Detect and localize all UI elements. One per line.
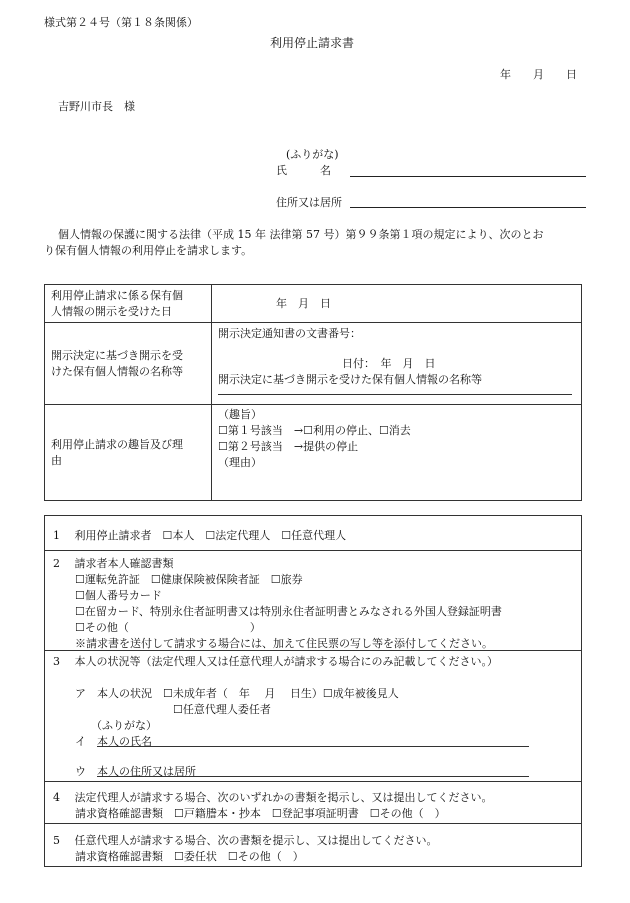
principal-name-field[interactable] [97,746,529,747]
mail-note: ※請求書を送付して請求する場合には、加えて住民票の写し等を添付してください。 [75,637,493,650]
principal-status-line[interactable]: ア 本人の状況 ☐未成年者（ 年 月 日生）☐成年被後見人 [75,687,399,700]
section-requester-type [44,515,582,551]
principal-name-label: イ 本人の氏名 [75,735,152,748]
principal-address-field[interactable] [97,776,529,777]
address-field[interactable] [350,207,586,208]
request-details-table [44,284,582,501]
legal-rep-docs[interactable]: 請求資格確認書類 ☐戸籍謄本・抄本 ☐登記事項証明書 ☐その他（ ） [75,807,446,820]
reason-heading: （理由） [218,456,262,469]
table-row [45,285,582,323]
disclosure-date-field[interactable] [212,285,582,323]
address-label: 住所又は居所 [276,196,342,209]
requester-type-line[interactable]: 1 利用停止請求者 ☐本人 ☐法定代理人 ☐任意代理人 [53,529,347,542]
label-line: 人情報の開示を受けた日 [51,304,172,318]
intro-line-1: 個人情報の保護に関する法律（平成 15 年 法律第 57 号）第９９条第１項の規定により、次のとお [58,228,544,241]
item2-checkbox-line[interactable]: ☐第２号該当 →提供の停止 [218,440,359,453]
info-name-underline [218,394,572,395]
section2-title: 2 請求者本人確認書類 [53,557,174,570]
name-field[interactable] [350,176,586,177]
label-line: けた保有個人情報の名称等 [51,364,183,378]
furigana-label: (ふりがな) [286,148,339,161]
purpose-reason-field[interactable] [212,405,582,501]
label-line: 利用停止請求の趣旨及び理 [51,437,183,451]
voluntary-rep-docs[interactable]: 請求資格確認書類 ☐委任状 ☐その他（ ） [75,850,304,863]
section3-title: 3 本人の状況等（法定代理人又は任意代理人が請求する場合にのみ記載してください。） [53,655,498,668]
divider [45,650,581,651]
info-name-line: 開示決定に基づき開示を受けた保有個人情報の名称等 [218,373,482,386]
label-line: 開示決定に基づき開示を受 [51,348,183,362]
id-doc-other[interactable]: ☐その他（ ） [75,621,261,634]
disclosure-date-label [45,285,212,323]
legal-rep-instruction: 4 法定代理人が請求する場合、次のいずれかの書類を掲示し、又は提出してください。 [53,791,493,804]
addressee: 吉野川市長 様 [58,100,135,113]
purpose-reason-label [45,405,212,501]
page-title: 利用停止請求書 [270,36,355,50]
section-legal-rep [44,781,582,824]
table-row [45,323,582,405]
id-doc-line-3[interactable]: ☐在留カード、特別永住者証明書又は特別永住者証明書とみなされる外国人登録証明書 [75,605,502,618]
principal-furigana-label: （ふりがな） [91,719,157,732]
label-line: 利用停止請求に係る保有個 [51,288,183,302]
info-name-label [45,323,212,405]
principal-address-label: ウ 本人の住所又は居所 [75,765,196,778]
intro-line-2: り保有個人情報の利用停止を請求します。 [44,244,253,257]
section-identity-status [44,550,582,782]
label-line: 由 [51,453,62,467]
document-number-label: 開示決定通知書の文書番号： [218,327,361,340]
principal-status-line-2[interactable]: ☐任意代理人委任者 [173,703,271,716]
voluntary-rep-instruction: 5 任意代理人が請求する場合、次の書類を提示し、又は提出してください。 [53,834,438,847]
date-line: 年 月 日 [500,68,577,81]
id-doc-line-2[interactable]: ☐個人番号カード [75,589,162,602]
section-voluntary-rep [44,823,582,867]
name-label: 氏 名 [276,164,331,177]
info-name-field[interactable] [212,323,582,405]
notice-date: 日付： 年 月 日 [342,357,436,370]
purpose-heading: （趣旨） [218,408,262,421]
id-doc-line-1[interactable]: ☐運転免許証 ☐健康保険被保険者証 ☐旅券 [75,573,303,586]
form-number: 様式第２４号（第１８条関係） [44,16,198,29]
table-row [45,405,582,501]
item1-checkbox-line[interactable]: ☐第１号該当 →☐利用の停止、☐消去 [218,424,411,437]
date-value: 年 月 日 [276,296,331,310]
